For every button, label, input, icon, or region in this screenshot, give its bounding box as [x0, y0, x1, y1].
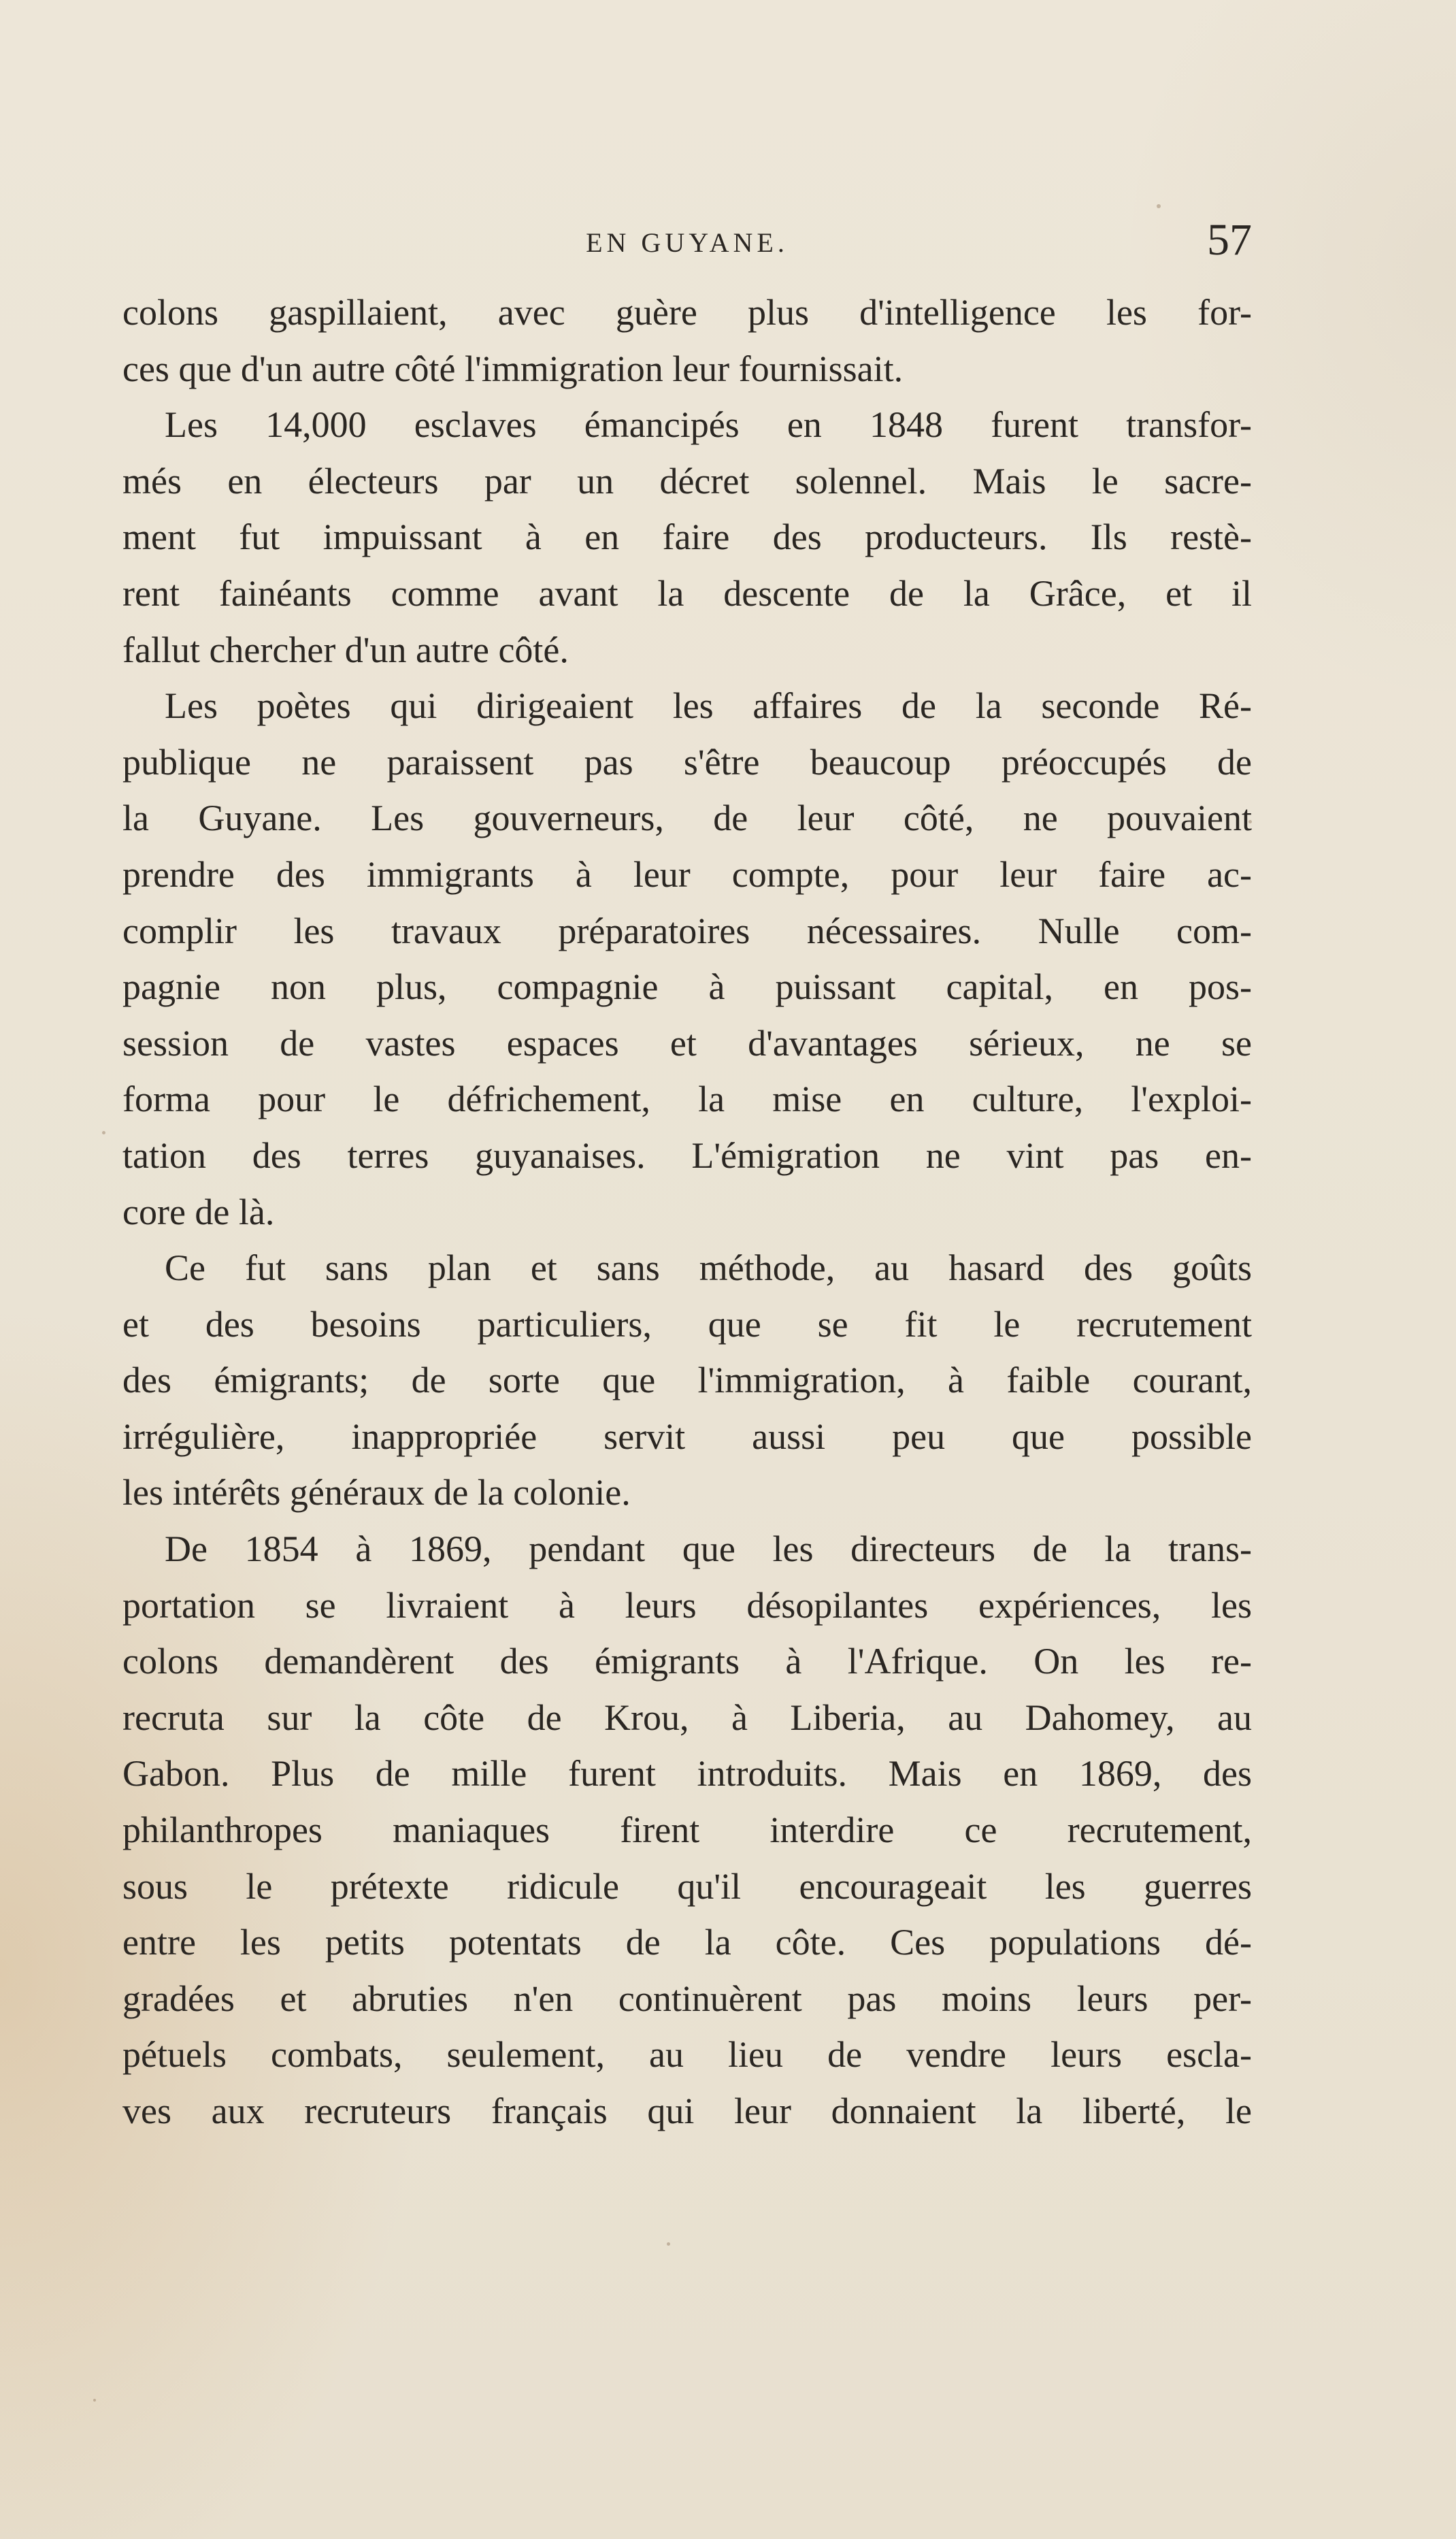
text-line: rent fainéants comme avant la descente de la Grâce, et il	[122, 572, 1252, 614]
text-line: colons demandèrent des émigrants à l'Afrique. On les re-	[122, 1641, 1252, 1682]
paper-speck	[102, 1131, 105, 1134]
paper-speck	[93, 2399, 96, 2402]
text-line: complir les travaux préparatoires nécessaires. Nulle com-	[122, 910, 1252, 951]
page-header	[122, 214, 1252, 269]
text-line: fallut chercher d'un autre côté.	[122, 629, 569, 670]
text-line: forma pour le défrichement, la mise en culture, l'exploi-	[122, 1079, 1252, 1120]
text-line: De 1854 à 1869, pendant que les directeurs de la trans-	[165, 1528, 1252, 1570]
paper-speck	[1248, 820, 1252, 823]
text-line: ves aux recruteurs français qui leur donnaient la liberté, le	[122, 2091, 1252, 2131]
text-line: les intérêts généraux de la colonie.	[122, 1472, 631, 1513]
text-line: colons gaspillaient, avec guère plus d'intelligence les for-	[122, 292, 1252, 333]
text-line: gradées et abruties n'en continuèrent pas moins leurs per-	[122, 1978, 1252, 2019]
text-line: publique ne paraissent pas s'être beaucoup préoccupés de	[122, 741, 1252, 783]
text-line: pétuels combats, seulement, au lieu de vendre leurs escla-	[122, 2034, 1252, 2076]
text-line: ment fut impuissant à en faire des producteurs. Ils restè-	[122, 517, 1252, 558]
text-line: et des besoins particuliers, que se fit le recrutement	[122, 1303, 1252, 1345]
text-line: prendre des immigrants à leur compte, pour leur faire ac-	[122, 853, 1252, 895]
paper-speck	[667, 2242, 670, 2246]
text-line: core de là.	[122, 1191, 275, 1232]
page-number: 57	[1207, 215, 1252, 265]
text-line: recruta sur la côte de Krou, à Liberia, au Dahomey, au	[122, 1697, 1252, 1738]
text-line: philanthropes maniaques firent interdire ce recrutement,	[122, 1809, 1252, 1851]
text-line: Les 14,000 esclaves émancipés en 1848 furent transfor-	[165, 404, 1252, 446]
text-line: Les poètes qui dirigeaient les affaires de la seconde Ré-	[165, 685, 1252, 727]
text-line: sous le prétexte ridicule qu'il encourageait les guerres	[122, 1865, 1252, 1907]
text-line: tation des terres guyanaises. L'émigration ne vint pas en-	[122, 1134, 1252, 1176]
paper-speck	[1157, 204, 1161, 208]
text-line: des émigrants; de sorte que l'immigration, à faible courant,	[122, 1360, 1252, 1401]
text-line: portation se livraient à leurs désopilantes expériences, les	[122, 1584, 1252, 1626]
running-head: EN GUYANE.	[586, 227, 789, 258]
text-line: la Guyane. Les gouverneurs, de leur côté, ne pouvaient	[122, 798, 1252, 839]
text-line: ces que d'un autre côté l'immigration leur fournissait.	[122, 348, 904, 389]
body-text	[122, 284, 1252, 2140]
text-line: Ce fut sans plan et sans méthode, au hasard des goûts	[165, 1247, 1252, 1289]
text-line: irrégulière, inappropriée servit aussi peu que possible	[122, 1415, 1252, 1457]
text-line: més en électeurs par un décret solennel. Mais le sacre-	[122, 460, 1252, 502]
text-line: Gabon. Plus de mille furent introduits. Mais en 1869, des	[122, 1753, 1252, 1795]
text-line: pagnie non plus, compagnie à puissant capital, en pos-	[122, 966, 1252, 1008]
text-line: entre les petits potentats de la côte. Ces populations dé-	[122, 1922, 1252, 1963]
text-line: session de vastes espaces et d'avantages sérieux, ne se	[122, 1022, 1252, 1064]
